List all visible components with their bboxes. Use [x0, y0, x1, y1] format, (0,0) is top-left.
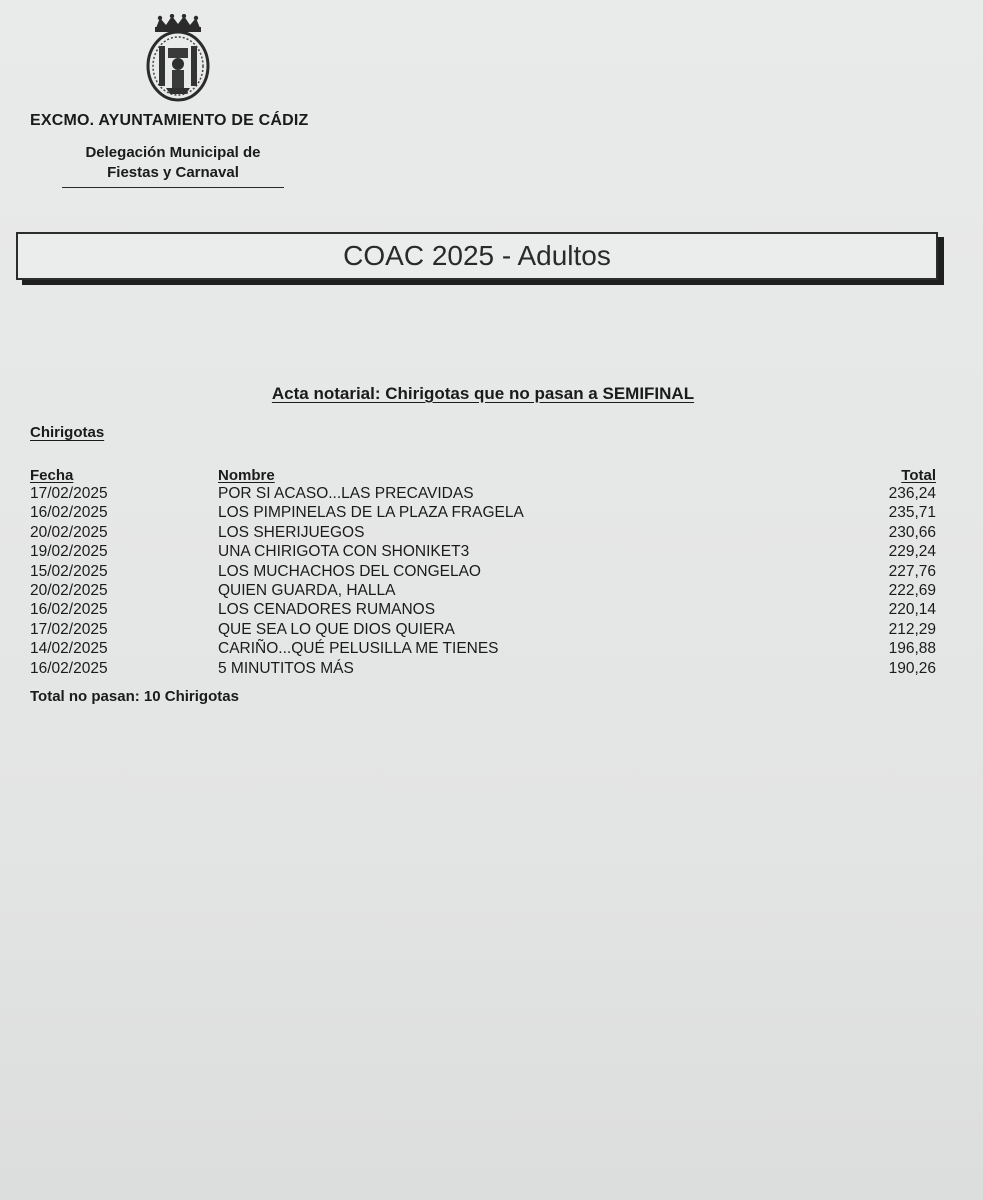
cell-nombre: QUE SEA LO QUE DIOS QUIERA	[218, 620, 455, 638]
acta-heading	[0, 384, 966, 404]
section-label: Chirigotas	[30, 424, 105, 441]
acta-title: Acta notarial: Chirigotas que no pasan a SEMIFINAL	[271, 384, 695, 403]
page-title: COAC 2025 - Adultos	[343, 240, 611, 271]
organization-name: EXCMO. AYUNTAMIENTO DE CÁDIZ	[30, 112, 309, 129]
cell-total: 227,76	[888, 562, 936, 580]
cell-fecha: 17/02/2025	[30, 485, 108, 502]
title-box	[16, 232, 938, 280]
cell-nombre: LOS CENADORES RUMANOS	[218, 601, 436, 619]
table-row	[30, 639, 936, 658]
cell-fecha: 15/02/2025	[30, 562, 108, 580]
delegation-line-2: Fiestas y Carnaval	[107, 164, 239, 181]
cell-fecha: 20/02/2025	[30, 581, 108, 599]
cell-total: 190,26	[888, 659, 936, 677]
column-header-nombre: Nombre	[218, 467, 275, 484]
delegation-line-1: Delegación Municipal de	[85, 144, 261, 161]
table-header	[30, 460, 936, 484]
cell-fecha: 16/02/2025	[30, 601, 108, 619]
cell-fecha: 16/02/2025	[30, 504, 108, 522]
cell-total: 196,88	[888, 640, 936, 658]
results-table	[30, 460, 936, 678]
table-row	[30, 600, 936, 619]
cell-total: 220,14	[888, 601, 936, 619]
cell-fecha: 17/02/2025	[30, 620, 108, 638]
delegation-block	[62, 143, 284, 188]
cell-total: 222,69	[888, 581, 936, 599]
cell-fecha: 20/02/2025	[30, 523, 108, 541]
cell-total: 212,29	[888, 620, 936, 638]
cell-nombre: CARIÑO...QUÉ PELUSILLA ME TIENES	[218, 640, 499, 658]
cell-nombre: POR SI ACASO...LAS PRECAVIDAS	[218, 485, 474, 502]
column-header-total: Total	[901, 467, 936, 484]
total-summary: Total no pasan: 10 Chirigotas	[30, 688, 239, 705]
table-row	[30, 484, 936, 503]
table-row	[30, 523, 936, 542]
cell-fecha: 16/02/2025	[30, 659, 108, 677]
table-row	[30, 562, 936, 581]
cell-total: 236,24	[888, 485, 936, 502]
table-row	[30, 659, 936, 678]
cell-total: 229,24	[888, 543, 936, 561]
cell-nombre: LOS SHERIJUEGOS	[218, 523, 365, 541]
cell-fecha: 19/02/2025	[30, 543, 108, 561]
table-row	[30, 620, 936, 639]
cell-nombre: UNA CHIRIGOTA CON SHONIKET3	[218, 543, 470, 561]
cell-total: 230,66	[888, 523, 936, 541]
table-row	[30, 542, 936, 561]
table-row	[30, 503, 936, 522]
coat-of-arms-emblem	[138, 14, 218, 104]
table-row	[30, 581, 936, 600]
cell-nombre: LOS MUCHACHOS DEL CONGELAO	[218, 562, 481, 580]
cell-fecha: 14/02/2025	[30, 640, 108, 658]
cell-nombre: QUIEN GUARDA, HALLA	[218, 581, 396, 599]
cell-total: 235,71	[888, 504, 936, 522]
cell-nombre: 5 MINUTITOS MÁS	[218, 659, 354, 677]
column-header-fecha: Fecha	[30, 467, 74, 484]
cell-nombre: LOS PIMPINELAS DE LA PLAZA FRAGELA	[218, 504, 524, 522]
